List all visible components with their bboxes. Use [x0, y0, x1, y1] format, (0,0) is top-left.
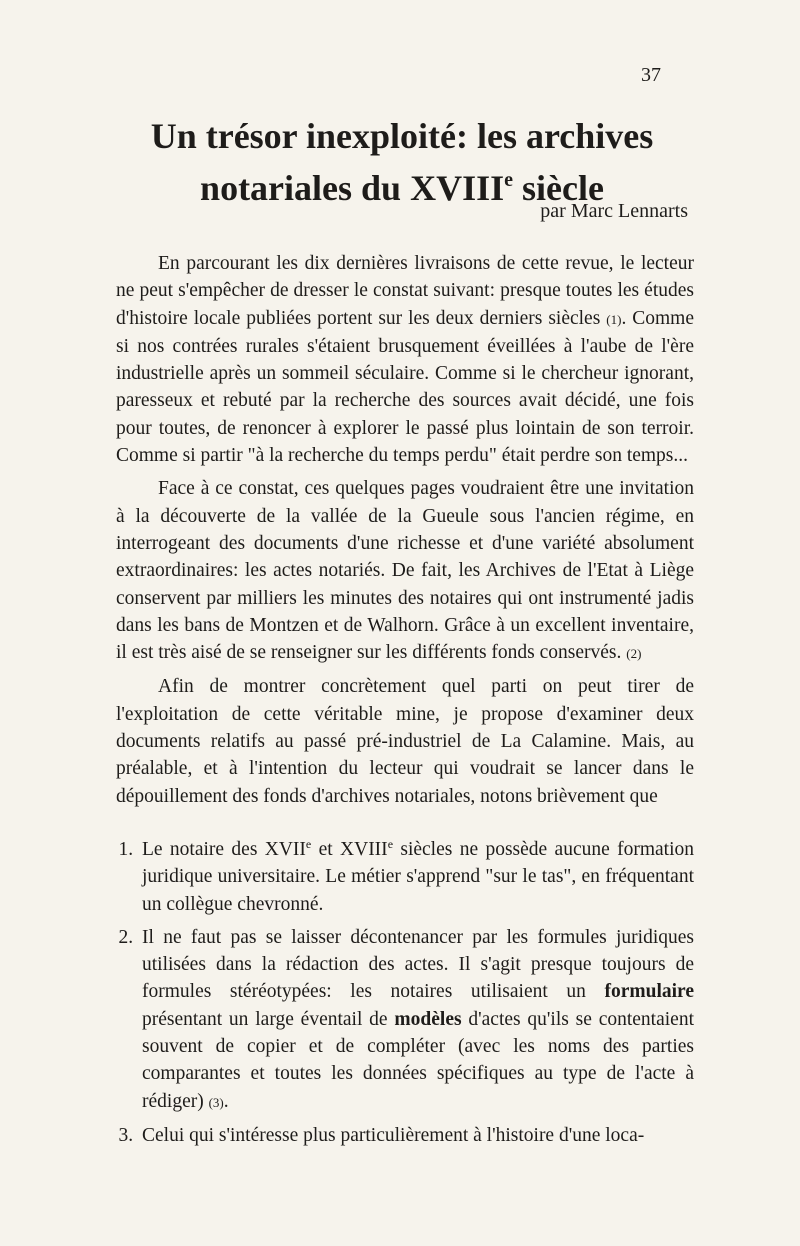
list-item: 2. Il ne faut pas se laisser décontenancer par les formules juridiques utilisées dans la rédaction des actes. Il s'agit presque toujours de formules stéréotypées: les notaires utilisaient un formulaire présentant un large éventail de modèles d'actes qu'ils se contentaient souvent de copier et de compléter (avec les noms des parties comparantes et toutes les données spécifiques au type de l'acte à rédiger) (3). [138, 924, 694, 1116]
footnote-ref-1: (1) [606, 311, 622, 327]
article-body [116, 250, 694, 1155]
bold-term-modeles: modèles [394, 1008, 462, 1030]
title-superscript: e [504, 169, 513, 191]
article-title [112, 110, 692, 214]
paragraph-3: Afin de montrer concrètement quel parti on peut tirer de l'exploitation de cette véritable mine, je propose d'examiner deux documents relatifs au passé pré-industriel de La Calamine. Mais, au préalable, et à l'intention du lecteur qui voudrait se lancer dans le dépouillement des fonds d'archives notariales, notons brièvement que [116, 676, 694, 807]
page-number: 37 [641, 64, 661, 86]
paragraph-2: Face à ce constat, ces quelques pages voudraient être une invitation à la découverte de la vallée de la Gueule sous l'ancien régime, en interrogeant des documents d'une richesse et d'une variété absolument extraordinaires: les actes notariés. De fait, les Archives de l'Etat à Liège conservent par milliers les minutes des notaires qui ont instrumenté jadis dans les bans de Montzen et de Walhorn. Grâce à un excellent inventaire, il est très aisé de se renseigner sur les différents fonds conservés. (2) [116, 478, 694, 664]
list-item: 3. Celui qui s'intéresse plus particulièrement à l'histoire d'une loca- [138, 1122, 694, 1149]
author-byline: par Marc Lennarts [540, 200, 688, 222]
paragraph-1: En parcourant les dix dernières livraisons de cette revue, le lecteur ne peut s'empêcher de dresser le constat suivant: presque toutes les études d'histoire locale publiées portent sur les deux derniers siècles (1). Comme si nos contrées rurales s'étaient brusquement éveillées à l'aube de l'ère industrielle après un sommeil séculaire. Comme si le chercheur ignorant, paresseux et rebuté par la recherche des sources avait décidé, une fois pour toutes, de renoncer à explorer le passé plus lointain de son terroir. Comme si partir "à la recherche du temps perdu" était perdre son temps... [116, 253, 695, 467]
footnote-ref-2: (2) [626, 646, 642, 662]
title-line-2-post: siècle [513, 168, 604, 208]
footnote-ref-3: (3) [208, 1094, 224, 1110]
numbered-list [116, 836, 694, 1149]
title-line-1: Un trésor inexploité: les archives [150, 116, 654, 156]
title-line-2-pre: notariales du XVIII [200, 168, 505, 208]
bold-term-formulaire: formulaire [604, 981, 694, 1003]
list-item: 1. Le notaire des XVIIe et XVIIIe siècles ne possède aucune formation juridique universitaire. Le métier s'apprend "sur le tas", en fréquentant un collègue chevronné. [138, 836, 694, 918]
